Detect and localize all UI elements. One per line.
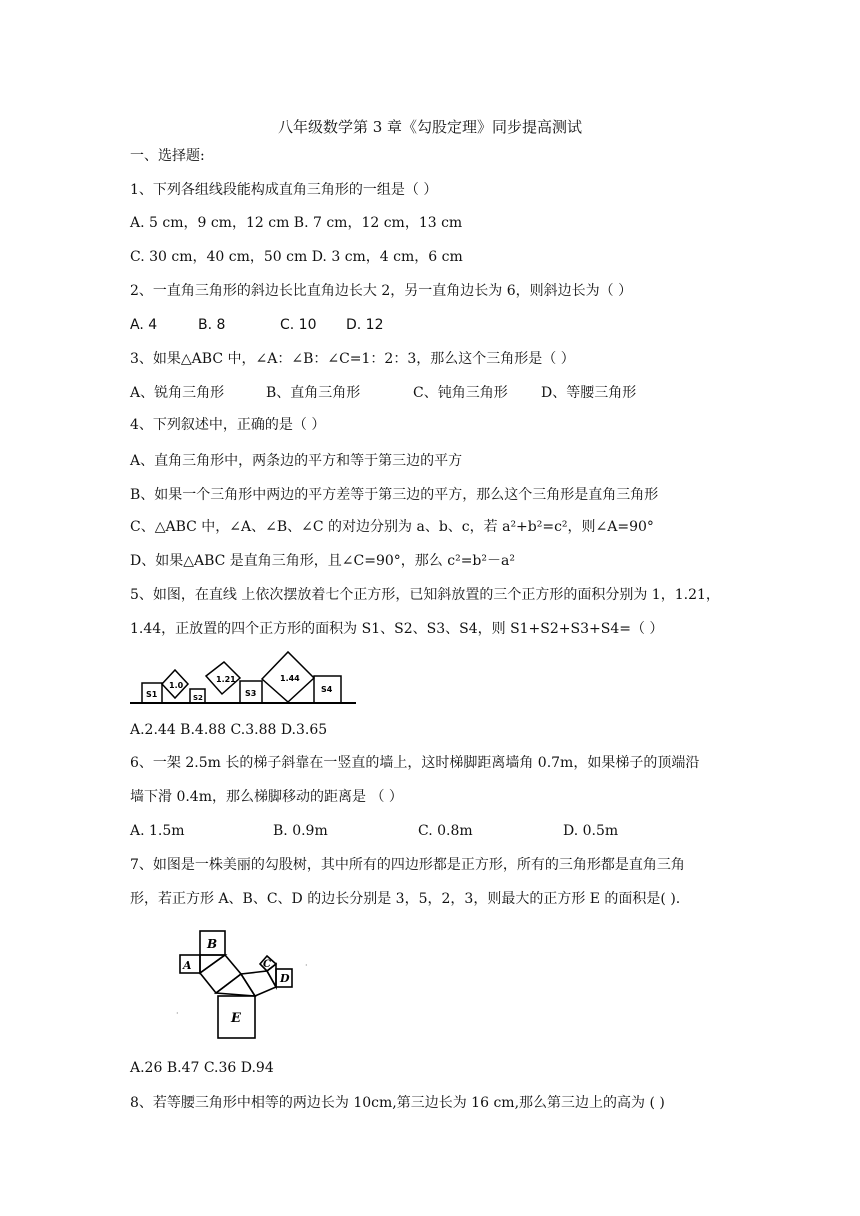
- pythagoras-tree-figure: [170, 924, 310, 1044]
- question-3-option-b: B、直角三角形: [266, 385, 361, 401]
- question-6-option-c: C. 0.8m: [418, 823, 473, 839]
- question-3-option-c: C、钝角三角形: [413, 385, 508, 401]
- scan-mark-left: ·: [176, 1009, 179, 1018]
- question-6-line-2: 墙下滑 0.4m，那么梯脚移动的距离是 （ ）: [130, 789, 403, 805]
- question-7-line-2: 形，若正方形 A、B、C、D 的边长分别是 3，5，2，3，则最大的正方形 E 的面积是( ).: [130, 891, 681, 907]
- question-6-option-a: A. 1.5m: [130, 823, 185, 839]
- question-1-options-row-1: A. 5 cm，9 cm，12 cm B. 7 cm，12 cm，13 cm: [130, 215, 463, 231]
- question-2-stem: 2、一直角三角形的斜边长比直角边长大 2，另一直角边长为 6，则斜边长为（ ）: [130, 283, 633, 299]
- question-2-option-b: B. 8: [198, 317, 226, 333]
- question-4-option-a: A、直角三角形中，两条边的平方和等于第三边的平方: [130, 453, 463, 469]
- question-5-line-2: 1.44，正放置的四个正方形的面积为 S1、S2、S3、S4，则 S1+S2+S3+S4=（ ）: [130, 621, 664, 637]
- squares-on-line-figure: [128, 648, 360, 708]
- big-triangle: [216, 974, 255, 996]
- label-b: B: [207, 937, 218, 951]
- question-4-stem: 4、下列叙述中，正确的是（ ）: [130, 417, 326, 433]
- square-left-middle: [200, 955, 241, 993]
- label-1-21: 1.21: [216, 675, 236, 684]
- section-heading: 一、选择题:: [130, 148, 205, 164]
- question-5-line-1: 5、如图，在直线 上依次摆放着七个正方形，已知斜放置的三个正方形的面积分别为 1，1.21，: [130, 587, 720, 603]
- question-2-option-a: A. 4: [130, 317, 158, 333]
- question-1-stem: 1、下列各组线段能构成直角三角形的一组是（ ）: [130, 182, 438, 198]
- question-4-option-d: D、如果△ABC 是直角三角形，且∠C=90°，那么 c²=b²－a²: [130, 553, 515, 569]
- question-5-options: A.2.44 B.4.88 C.3.88 D.3.65: [130, 722, 328, 738]
- question-6-option-d: D. 0.5m: [563, 823, 619, 839]
- label-s1: S1: [146, 690, 158, 699]
- label-s2: S2: [193, 694, 203, 702]
- label-d: D: [280, 972, 290, 985]
- question-7-line-1: 7、如图是一株美丽的勾股树，其中所有的四边形都是正方形，所有的三角形都是直角三角: [130, 857, 685, 873]
- question-6-option-b: B. 0.9m: [273, 823, 328, 839]
- label-a: A: [183, 959, 192, 972]
- label-s3: S3: [245, 689, 257, 698]
- question-3-option-d: D、等腰三角形: [541, 385, 637, 401]
- question-1-options-row-2: C. 30 cm，40 cm，50 cm D. 3 cm，4 cm，6 cm: [130, 249, 463, 265]
- question-2-option-d: D. 12: [346, 317, 384, 333]
- question-7-options: A.26 B.47 C.36 D.94: [130, 1060, 274, 1076]
- label-1-44: 1.44: [280, 674, 300, 683]
- label-e: E: [231, 1011, 241, 1026]
- label-s4: S4: [321, 685, 333, 694]
- question-6-line-1: 6、一架 2.5m 长的梯子斜靠在一竖直的墙上，这时梯脚距离墙角 0.7m，如果梯子的顶端沿: [130, 755, 700, 771]
- question-4-option-c: C、△ABC 中，∠A、∠B、∠C 的对边分别为 a、b、c，若 a²+b²=c²，则∠A=90°: [130, 519, 654, 535]
- question-3-option-a: A、锐角三角形: [130, 385, 225, 401]
- question-4-option-b: B、如果一个三角形中两边的平方差等于第三边的平方，那么这个三角形是直角三角形: [130, 487, 659, 503]
- label-1-0: 1.0: [169, 681, 184, 690]
- question-3-stem: 3、如果△ABC 中，∠A：∠B：∠C=1：2：3，那么这个三角形是（ ）: [130, 351, 575, 367]
- page-title: 八年级数学第 3 章《勾股定理》同步提高测试: [277, 118, 583, 136]
- question-2-option-c: C. 10: [280, 317, 317, 333]
- label-c: C: [263, 959, 271, 970]
- scan-mark-right: ·: [305, 961, 308, 970]
- question-8-stem: 8、若等腰三角形中相等的两边长为 10cm,第三边长为 16 cm,那么第三边上的高为 ( ): [130, 1095, 665, 1111]
